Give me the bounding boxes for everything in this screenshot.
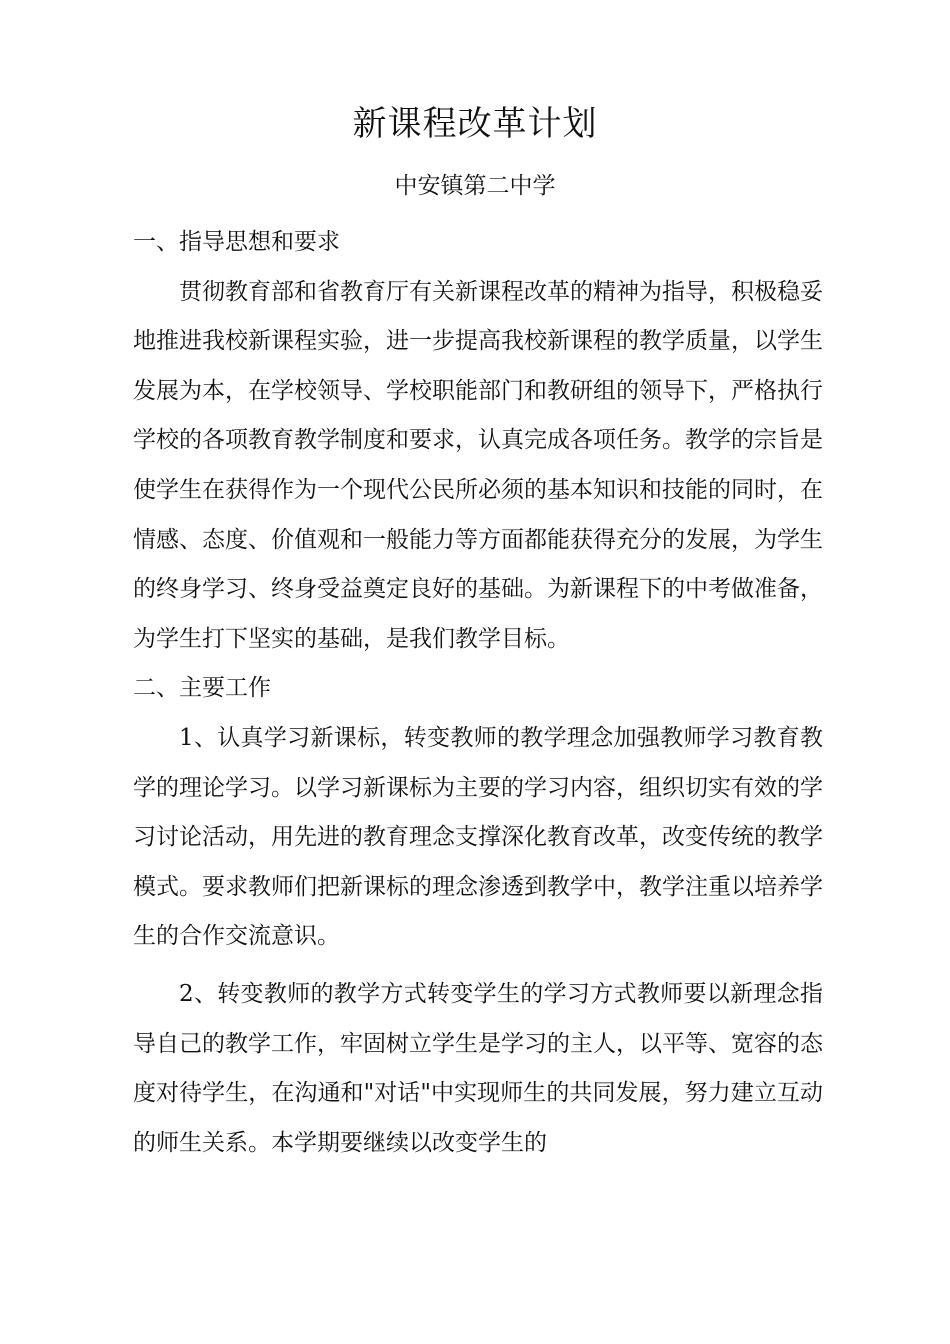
section-heading-2: 二、主要工作: [133, 675, 271, 702]
document-title: 新课程改革计划: [352, 104, 598, 144]
document-body: [133, 218, 823, 1168]
section-1-paragraph-1: 贯彻教育部和省教育厅有关新课程改革的精神为指导，积极稳妥地推进我校新课程实验，进一步提高我校新课程的教学质量，以学生发展为本，在学校领导、学校职能部门和教研组的领导下，严格执行学校的各项教育教学制度和要求，认真完成各项任务。教学的宗旨是使学生在获得作为一个现代公民所必须的基本知识和技能的同时，在情感、态度、价值观和一般能力等方面都能获得充分的发展，为学生的终身学习、终身受益奠定良好的基础。为新课程下的中考做准备，为学生打下坚实的基础，是我们教学目标。: [133, 278, 823, 652]
section-2-paragraph-1: 1、认真学习新课标，转变教师的教学理念加强教师学习教育教学的理论学习。以学习新课标为主要的学习内容，组织切实有效的学习讨论活动，用先进的教育理念支撑深化教育改革，改变传统的教学模式。要求教师们把新课标的理念渗透到教学中，教学注重以培养学生的合作交流意识。: [133, 724, 823, 950]
section-heading-1: 一、指导思想和要求: [133, 229, 340, 255]
document-subtitle: 中安镇第二中学: [394, 173, 556, 199]
section-2-paragraph-2: 2、转变教师的教学方式转变学生的学习方式教师要以新理念指导自己的教学工作，牢固树立学生是学习的主人，以平等、宽容的态度对待学生，在沟通和"对话"中实现师生的共同发展，努力建立互动的师生关系。本学期要继续以改变学生的: [133, 980, 823, 1156]
